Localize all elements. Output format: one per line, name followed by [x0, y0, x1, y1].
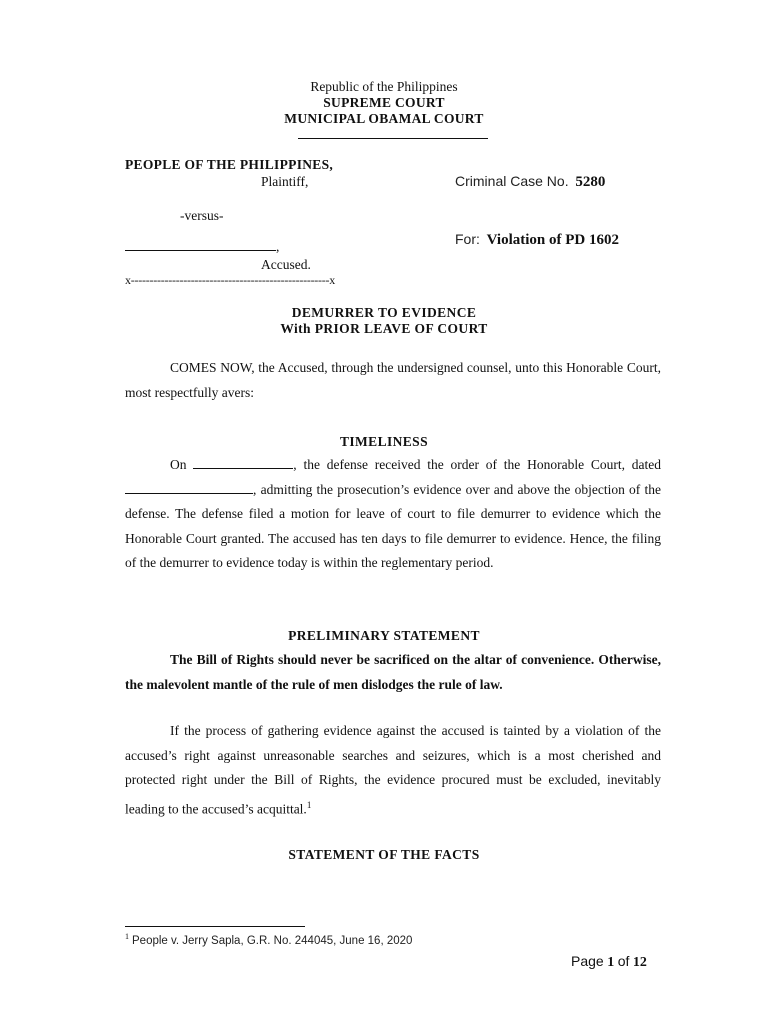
case-number: 5280	[575, 174, 606, 190]
plaintiff-name: PEOPLE OF THE PHILIPPINES,	[125, 157, 334, 172]
header-rule	[298, 138, 488, 139]
total-pages: 12	[632, 955, 647, 970]
timeliness-paragraph	[125, 453, 661, 576]
preliminary-heading: PRELIMINARY STATEMENT	[288, 628, 480, 643]
for-label: For:	[455, 231, 480, 247]
intro-paragraph: COMES NOW, the Accused, through the undersigned counsel, unto this Honorable Court, most respectfully avers:	[125, 360, 661, 400]
footnote	[125, 932, 412, 948]
case-number-line	[455, 173, 605, 191]
received-date-blank	[193, 457, 293, 469]
order-date-blank	[125, 482, 253, 494]
accused-name-line	[125, 239, 279, 255]
offense-line	[455, 231, 619, 249]
page-word: Page	[571, 953, 604, 969]
republic-line: Republic of the Philippines	[310, 79, 458, 94]
current-page: 1	[607, 955, 615, 970]
of-word: of	[617, 953, 630, 969]
page-indicator	[571, 953, 647, 971]
footnote-reference[interactable]: 1	[306, 799, 312, 810]
preliminary-paragraph	[125, 719, 661, 822]
caption-divider: x-----------------------------------------------------x	[125, 273, 336, 287]
bill-of-rights-quote: The Bill of Rights should never be sacrificed on the altar of convenience. Otherwise, the malevolent mantle of the rule of men dislodges the rule of law.	[125, 652, 661, 692]
timeliness-part2: , admitting the prosecution’s evidence over and above the objection of the defense. The defense filed a motion for leave of court to file demurrer to evidence which the Honorable Court granted. The accused has ten days to file demurrer to evidence. Hence, the filing of the demurrer to evidence today is within the reglementary period.	[125, 481, 661, 570]
versus-text: -versus-	[180, 208, 224, 223]
document-title: DEMURRER TO EVIDENCE	[291, 305, 477, 320]
supreme-court-line: SUPREME COURT	[323, 95, 445, 110]
municipal-court-line: MUNICIPAL OBAMAL COURT	[284, 111, 484, 126]
timeliness-part1: , the defense received the order of the Honorable Court,	[293, 457, 625, 472]
accused-comma: ,	[276, 239, 280, 254]
case-label: Criminal Case No.	[455, 173, 569, 189]
document-subtitle: With PRIOR LEAVE OF COURT	[280, 321, 488, 336]
footnote-mark: 1	[125, 932, 129, 941]
footnote-text: People v. Jerry Sapla, G.R. No. 244045, June 16, 2020	[132, 935, 413, 947]
preliminary-text: If the process of gathering evidence against the accused is tainted by a violation of the accused’s right against unreasonable searches and seizures, which is a most cherished and protected right under the Bill of Rights, the evidence procured must be excluded, inevitably leading to the accused’s acquittal.	[125, 723, 661, 816]
offense-value: Violation of PD 1602	[486, 232, 619, 248]
plaintiff-role: Plaintiff,	[261, 174, 309, 189]
footnote-rule	[125, 926, 305, 927]
timeliness-heading: TIMELINESS	[339, 434, 429, 449]
accused-name-blank	[125, 239, 276, 251]
on-word: On	[170, 457, 187, 472]
dated-word: dated	[631, 457, 662, 472]
facts-heading: STATEMENT OF THE FACTS	[288, 847, 480, 862]
accused-role: Accused.	[261, 257, 311, 272]
